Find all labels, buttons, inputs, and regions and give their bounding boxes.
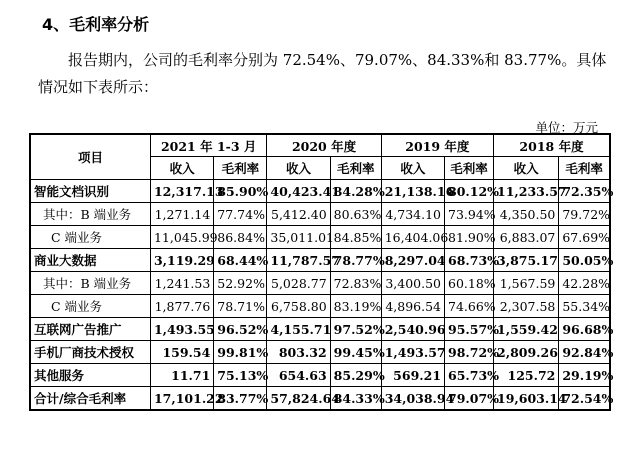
revenue-cell: 159.54 bbox=[150, 341, 213, 364]
margin-header: 毛利率 bbox=[214, 157, 267, 180]
revenue-header: 收入 bbox=[150, 157, 213, 180]
margin-cell: 85.29% bbox=[330, 364, 381, 387]
revenue-cell: 1,567.59 bbox=[494, 272, 559, 295]
margin-cell: 75.13% bbox=[214, 364, 267, 387]
table-row bbox=[30, 249, 610, 272]
revenue-cell: 125.72 bbox=[494, 364, 559, 387]
revenue-cell: 2,540.96 bbox=[381, 318, 444, 341]
gross-margin-table bbox=[29, 133, 614, 411]
row-label: 互联网广告推广 bbox=[30, 318, 150, 341]
row-label: 其中：B 端业务 bbox=[30, 272, 150, 295]
revenue-cell: 6,883.07 bbox=[494, 226, 559, 249]
margin-cell: 77.74% bbox=[214, 203, 267, 226]
table-row bbox=[30, 387, 610, 411]
margin-header: 毛利率 bbox=[445, 157, 494, 180]
revenue-cell: 17,101.22 bbox=[150, 387, 213, 411]
margin-cell: 97.52% bbox=[330, 318, 381, 341]
table-row bbox=[30, 364, 610, 387]
margin-cell: 78.77% bbox=[330, 249, 381, 272]
margin-cell: 95.57% bbox=[445, 318, 494, 341]
period-header: 2019 年度 bbox=[381, 134, 493, 157]
revenue-cell: 3,400.50 bbox=[381, 272, 444, 295]
margin-cell: 80.12% bbox=[445, 180, 494, 203]
margin-cell: 72.35% bbox=[559, 180, 610, 203]
table-row bbox=[30, 272, 610, 295]
revenue-cell: 1,493.55 bbox=[150, 318, 213, 341]
margin-header: 毛利率 bbox=[330, 157, 381, 180]
margin-cell: 83.19% bbox=[330, 295, 381, 318]
margin-cell: 84.33% bbox=[330, 387, 381, 411]
revenue-cell: 1,241.53 bbox=[150, 272, 213, 295]
margin-cell: 72.83% bbox=[330, 272, 381, 295]
revenue-cell: 4,896.54 bbox=[381, 295, 444, 318]
revenue-cell: 16,404.06 bbox=[381, 226, 444, 249]
margin-cell: 67.69% bbox=[559, 226, 610, 249]
margin-cell: 42.28% bbox=[559, 272, 610, 295]
revenue-cell: 1,559.42 bbox=[494, 318, 559, 341]
margin-cell: 96.52% bbox=[214, 318, 267, 341]
margin-cell: 81.90% bbox=[445, 226, 494, 249]
margin-cell: 55.34% bbox=[559, 295, 610, 318]
margin-cell: 52.92% bbox=[214, 272, 267, 295]
row-label: 其他服务 bbox=[30, 364, 150, 387]
margin-cell: 98.72% bbox=[445, 341, 494, 364]
row-label: 其中：B 端业务 bbox=[30, 203, 150, 226]
revenue-cell: 19,603.14 bbox=[494, 387, 559, 411]
revenue-cell: 1,877.76 bbox=[150, 295, 213, 318]
revenue-cell: 3,119.29 bbox=[150, 249, 213, 272]
revenue-cell: 11,787.57 bbox=[267, 249, 330, 272]
margin-cell: 72.54% bbox=[559, 387, 610, 411]
revenue-cell: 8,297.04 bbox=[381, 249, 444, 272]
revenue-header: 收入 bbox=[494, 157, 559, 180]
revenue-header: 收入 bbox=[267, 157, 330, 180]
section-heading: 4、毛利率分析 bbox=[42, 15, 150, 34]
revenue-cell: 5,028.77 bbox=[267, 272, 330, 295]
margin-cell: 99.45% bbox=[330, 341, 381, 364]
margin-cell: 65.73% bbox=[445, 364, 494, 387]
margin-cell: 74.66% bbox=[445, 295, 494, 318]
revenue-cell: 11,045.99 bbox=[150, 226, 213, 249]
margin-cell: 50.05% bbox=[559, 249, 610, 272]
table-row bbox=[30, 295, 610, 318]
revenue-cell: 4,155.71 bbox=[267, 318, 330, 341]
margin-cell: 79.72% bbox=[559, 203, 610, 226]
revenue-cell: 11.71 bbox=[150, 364, 213, 387]
revenue-cell: 35,011.01 bbox=[267, 226, 330, 249]
revenue-cell: 40,423.41 bbox=[267, 180, 330, 203]
margin-cell: 60.18% bbox=[445, 272, 494, 295]
revenue-cell: 2,809.26 bbox=[494, 341, 559, 364]
margin-cell: 85.90% bbox=[214, 180, 267, 203]
revenue-cell: 11,233.57 bbox=[494, 180, 559, 203]
margin-cell: 86.84% bbox=[214, 226, 267, 249]
margin-cell: 79.07% bbox=[445, 387, 494, 411]
margin-cell: 73.94% bbox=[445, 203, 494, 226]
revenue-cell: 3,875.17 bbox=[494, 249, 559, 272]
margin-cell: 96.68% bbox=[559, 318, 610, 341]
row-label: C 端业务 bbox=[30, 295, 150, 318]
revenue-cell: 569.21 bbox=[381, 364, 444, 387]
margin-cell: 68.44% bbox=[214, 249, 267, 272]
table-row bbox=[30, 341, 610, 364]
margin-cell: 68.73% bbox=[445, 249, 494, 272]
margin-cell: 84.28% bbox=[330, 180, 381, 203]
period-header: 2018 年度 bbox=[494, 134, 610, 157]
table-row bbox=[30, 318, 610, 341]
row-label: 商业大数据 bbox=[30, 249, 150, 272]
intro-paragraph: 报告期内，公司的毛利率分别为 72.54%、79.07%、84.33%和 83.77%。具体情况如下表所示： bbox=[38, 51, 607, 96]
header-row-periods bbox=[30, 134, 610, 157]
item-header: 项目 bbox=[30, 134, 150, 180]
revenue-cell: 803.32 bbox=[267, 341, 330, 364]
revenue-cell: 5,412.40 bbox=[267, 203, 330, 226]
unit-label: 单位：万元 bbox=[535, 120, 598, 135]
margin-cell: 92.84% bbox=[559, 341, 610, 364]
row-label: C 端业务 bbox=[30, 226, 150, 249]
revenue-cell: 1,271.14 bbox=[150, 203, 213, 226]
table-row bbox=[30, 180, 610, 203]
revenue-cell: 12,317.13 bbox=[150, 180, 213, 203]
revenue-cell: 6,758.80 bbox=[267, 295, 330, 318]
margin-cell: 84.85% bbox=[330, 226, 381, 249]
margin-header: 毛利率 bbox=[559, 157, 610, 180]
revenue-cell: 21,138.16 bbox=[381, 180, 444, 203]
revenue-cell: 57,824.64 bbox=[267, 387, 330, 411]
table-row bbox=[30, 203, 610, 226]
row-label: 合计/综合毛利率 bbox=[30, 387, 150, 411]
revenue-cell: 34,038.94 bbox=[381, 387, 444, 411]
period-header: 2020 年度 bbox=[267, 134, 381, 157]
revenue-cell: 1,493.57 bbox=[381, 341, 444, 364]
revenue-header: 收入 bbox=[381, 157, 444, 180]
margin-cell: 99.81% bbox=[214, 341, 267, 364]
revenue-cell: 654.63 bbox=[267, 364, 330, 387]
table-row bbox=[30, 226, 610, 249]
revenue-cell: 4,350.50 bbox=[494, 203, 559, 226]
period-header: 2021 年 1-3 月 bbox=[150, 134, 266, 157]
margin-cell: 80.63% bbox=[330, 203, 381, 226]
revenue-cell: 2,307.58 bbox=[494, 295, 559, 318]
margin-cell: 78.71% bbox=[214, 295, 267, 318]
revenue-cell: 4,734.10 bbox=[381, 203, 444, 226]
row-label: 智能文档识别 bbox=[30, 180, 150, 203]
margin-cell: 29.19% bbox=[559, 364, 610, 387]
row-label: 手机厂商技术授权 bbox=[30, 341, 150, 364]
margin-cell: 83.77% bbox=[214, 387, 267, 411]
